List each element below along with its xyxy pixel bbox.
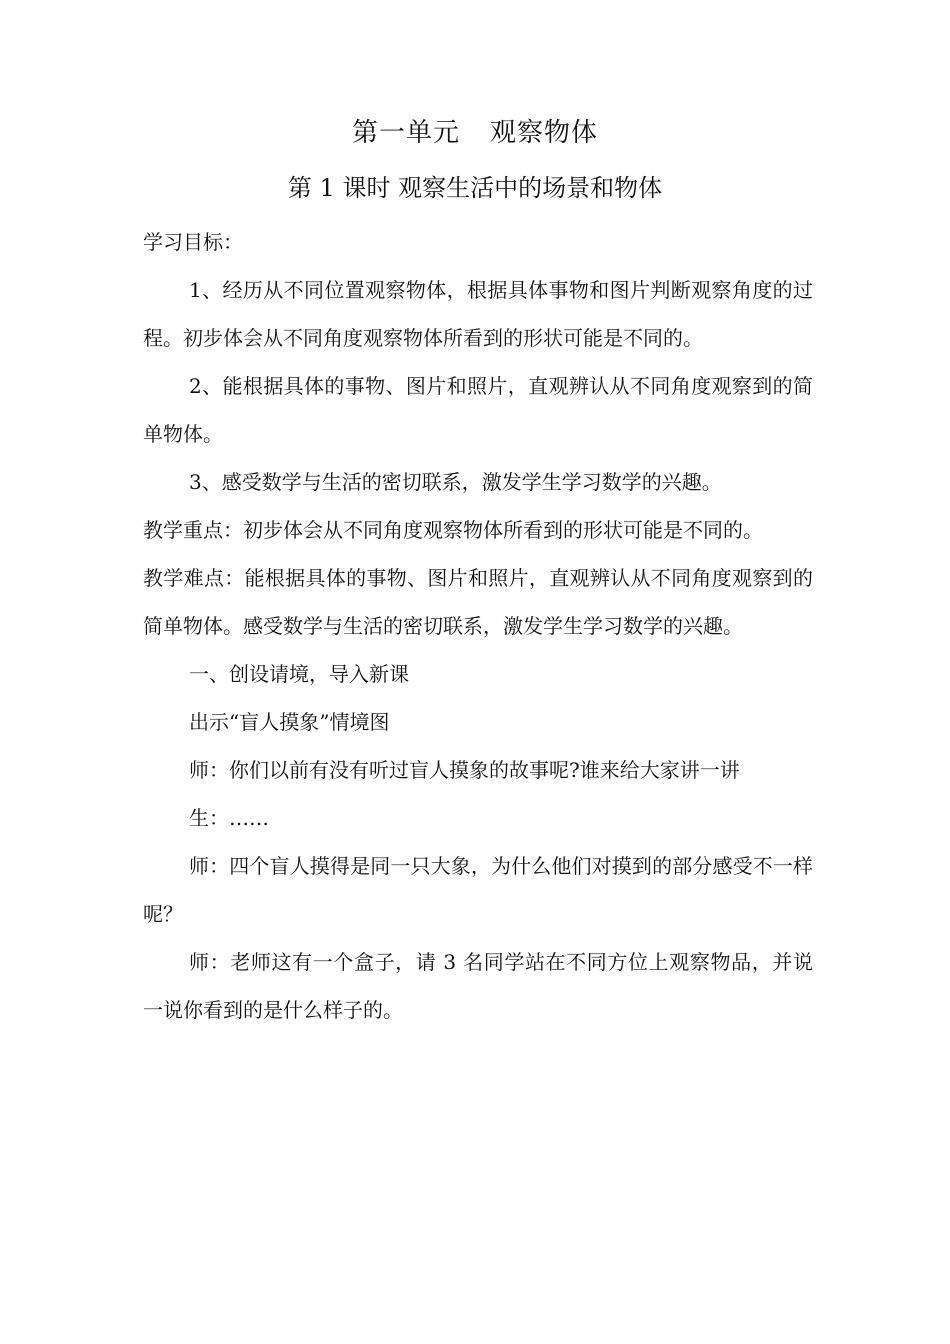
unit-title	[0, 112, 950, 149]
teacher-line-1: 师：你们以前有没有听过盲人摸象的故事呢?谁来给大家讲一讲	[189, 758, 740, 782]
unit-title-number: 第一单元	[351, 118, 460, 148]
teacher-line-2: 师：四个盲人摸得是同一只大象，为什么他们对摸到的部分感受不一样呢？	[143, 854, 813, 926]
teaching-difficulty: 教学难点：能根据具体的事物、图片和照片，直观辨认从不同角度观察到的简单物体。感受数学与生活的密切联系，激发学生学习数学的兴趣。	[143, 566, 813, 638]
teaching-focus: 教学重点：初步体会从不同角度观察物体所看到的形状可能是不同的。	[143, 518, 763, 542]
teacher-line-3: 师：老师这有一个盒子，请 3 名同学站在不同方位上观察物品，并说一说你看到的是什么样子的。	[143, 950, 813, 1022]
objective-2: 2、能根据具体的事物、图片和照片，直观辨认从不同角度观察到的简单物体。	[143, 374, 813, 446]
student-line-1: 生：……	[189, 806, 269, 830]
objective-1: 1、经历从不同位置观察物体，根据具体事物和图片判断观察角度的过程。初步体会从不同角度观察物体所看到的形状可能是不同的。	[143, 278, 813, 350]
show-scene-text: 出示“盲人摸象”情境图	[189, 710, 390, 734]
section-heading-1: 一、创设请境，导入新课	[189, 662, 409, 686]
objective-3: 3、感受数学与生活的密切联系，激发学生学习数学的兴趣。	[189, 470, 722, 494]
lesson-title: 第 1 课时 观察生活中的场景和物体	[287, 174, 663, 202]
unit-title-name: 观察物体	[490, 118, 599, 148]
learning-objectives-heading: 学习目标：	[143, 230, 243, 254]
document-body	[143, 218, 813, 1034]
